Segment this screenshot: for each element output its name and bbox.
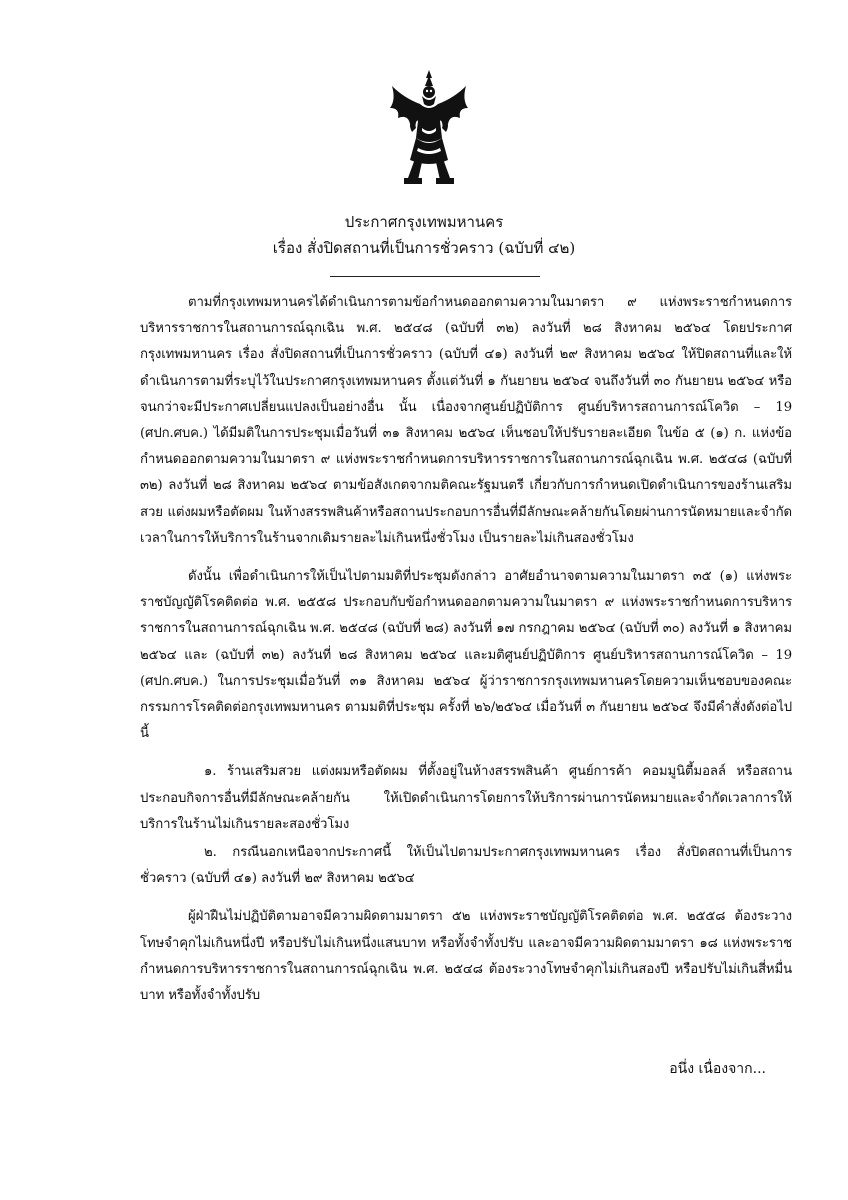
document-title: ประกาศกรุงเทพมหานคร [344, 213, 504, 231]
order-item-2: ๒. กรณีนอกเหนือจากประกาศนี้ ให้เป็นไปตามประกาศกรุงเทพมหานคร เรื่อง สั่งปิดสถานที่เป็นการชั่วคราว (ฉบับที่ ๔๑) ลงวันที่ ๒๙ สิงหาคม ๒๕๖๔ [140, 845, 792, 887]
garuda-emblem-icon [386, 68, 472, 186]
document-subject: เรื่อง สั่งปิดสถานที่เป็นการชั่วคราว (ฉบับที่ ๔๒) [272, 239, 576, 257]
paragraph-penalty: ผู้ฝ่าฝืนไม่ปฏิบัติตามอาจมีความผิดตามมาตรา ๕๒ แห่งพระราชบัญญัติโรคติดต่อ พ.ศ. ๒๕๕๘ ต้องระวางโทษจำคุกไม่เกินหนึ่งปี หรือปรับไม่เกินหนึ่งแสนบาท หรือทั้งจำทั้งปรับ และอาจมีความผิดตามมาตรา ๑๘ แห่งพระราชกำหนดการบริหารราชการในสถานการณ์ฉุกเฉิน พ.ศ. ๒๕๔๘ ต้องระวางโทษจำคุกไม่เกินสองปี หรือปรับไม่เกินสี่หมื่นบาท หรือทั้งจำทั้งปรับ [140, 909, 792, 1004]
paragraph-background: ตามที่กรุงเทพมหานครได้ดำเนินการตามข้อกำหนดออกตามความในมาตรา ๙ แห่งพระราชกำหนดการบริหารราชการในสถานการณ์ฉุกเฉิน พ.ศ. ๒๕๔๘ (ฉบับที่ ๓๒) ลงวันที่ ๒๘ สิงหาคม ๒๕๖๔ โดยประกาศกรุงเทพมหานคร เรื่อง สั่งปิดสถานที่เป็นการชั่วคราว (ฉบับที่ ๔๑) ลงวันที่ ๒๙ สิงหาคม ๒๕๖๔ ให้ปิดสถานที่และให้ดำเนินการตามที่ระบุไว้ในประกาศกรุงเทพมหานคร ตั้งแต่วันที่ ๑ กันยายน ๒๕๖๔ จนถึงวันที่ ๓๐ กันยายน ๒๕๖๔ หรือจนกว่าจะมีประกาศเปลี่ยนแปลงเป็นอย่างอื่น นั้น เนื่องจากศูนย์ปฏิบัติการ ศูนย์บริหารสถานการณ์โควิด – 19 (ศปก.ศบค.) ได้มีมติในการประชุมเมื่อวันที่ ๓๑ สิงหาคม ๒๕๖๔ เห็นชอบให้ปรับรายละเอียด ในข้อ ๕ (๑) ก. แห่งข้อกำหนดออกตามความในมาตรา ๙ แห่งพระราชกำหนดการบริหารราชการในสถานการณ์ฉุกเฉิน พ.ศ. ๒๕๔๘ (ฉบับที่ ๓๒) ลงวันที่ ๒๘ สิงหาคม ๒๕๖๔ ตามข้อสังเกตจากมติคณะรัฐมนตรี เกี่ยวกับการกำหนดเปิดดำเนินการของร้านเสริมสวย แต่งผมหรือตัดผม ในห้างสรรพสินค้าหรือสถานประกอบการอื่นที่มีลักษณะคล้ายกันโดยผ่านการนัดหมายและจำกัดเวลาในการให้บริการในร้านจากเดิมรายละไม่เกินหนึ่งชั่วโมง เป็นรายละไม่เกินสองชั่วโมง [140, 295, 792, 546]
continuation-text: อนึ่ง เนื่องจาก... [669, 1061, 766, 1077]
document-body [140, 290, 792, 1021]
title-divider [330, 276, 540, 277]
paragraph-authority: ดังนั้น เพื่อดำเนินการให้เป็นไปตามมติที่ประชุมดังกล่าว อาศัยอำนาจตามความในมาตรา ๓๕ (๑) แห่งพระราชบัญญัติโรคติดต่อ พ.ศ. ๒๕๕๘ ประกอบกับข้อกำหนดออกตามความในมาตรา ๙ แห่งพระราชกำหนดการบริหารราชการในสถานการณ์ฉุกเฉิน พ.ศ. ๒๕๔๘ (ฉบับที่ ๒๘) ลงวันที่ ๑๗ กรกฎาคม ๒๕๖๔ (ฉบับที่ ๓๐) ลงวันที่ ๑ สิงหาคม ๒๕๖๔ และ (ฉบับที่ ๓๒) ลงวันที่ ๒๘ สิงหาคม ๒๕๖๔ และมติศูนย์ปฏิบัติการ ศูนย์บริหารสถานการณ์โควิด – 19 (ศปก.ศบค.) ในการประชุมเมื่อวันที่ ๓๑ สิงหาคม ๒๕๖๔ ผู้ว่าราชการกรุงเทพมหานครโดยความเห็นชอบของคณะกรรมการโรคติดต่อกรุงเทพมหานคร ตามมติที่ประชุม ครั้งที่ ๒๖/๒๕๖๔ เมื่อวันที่ ๓ กันยายน ๒๕๖๔ จึงมีคำสั่งดังต่อไปนี้ [140, 569, 792, 742]
order-item-1: ๑. ร้านเสริมสวย แต่งผมหรือตัดผม ที่ตั้งอยู่ในห้างสรรพสินค้า ศูนย์การค้า คอมมูนิตี้มอลล์ หรือสถานประกอบกิจการอื่นที่มีลักษณะคล้ายกัน ให้เปิดดำเนินการโดยการให้บริการผ่านการนัดหมายและจำกัดเวลาการให้บริการในร้านไม่เกินรายละสองชั่วโมง [140, 764, 792, 832]
